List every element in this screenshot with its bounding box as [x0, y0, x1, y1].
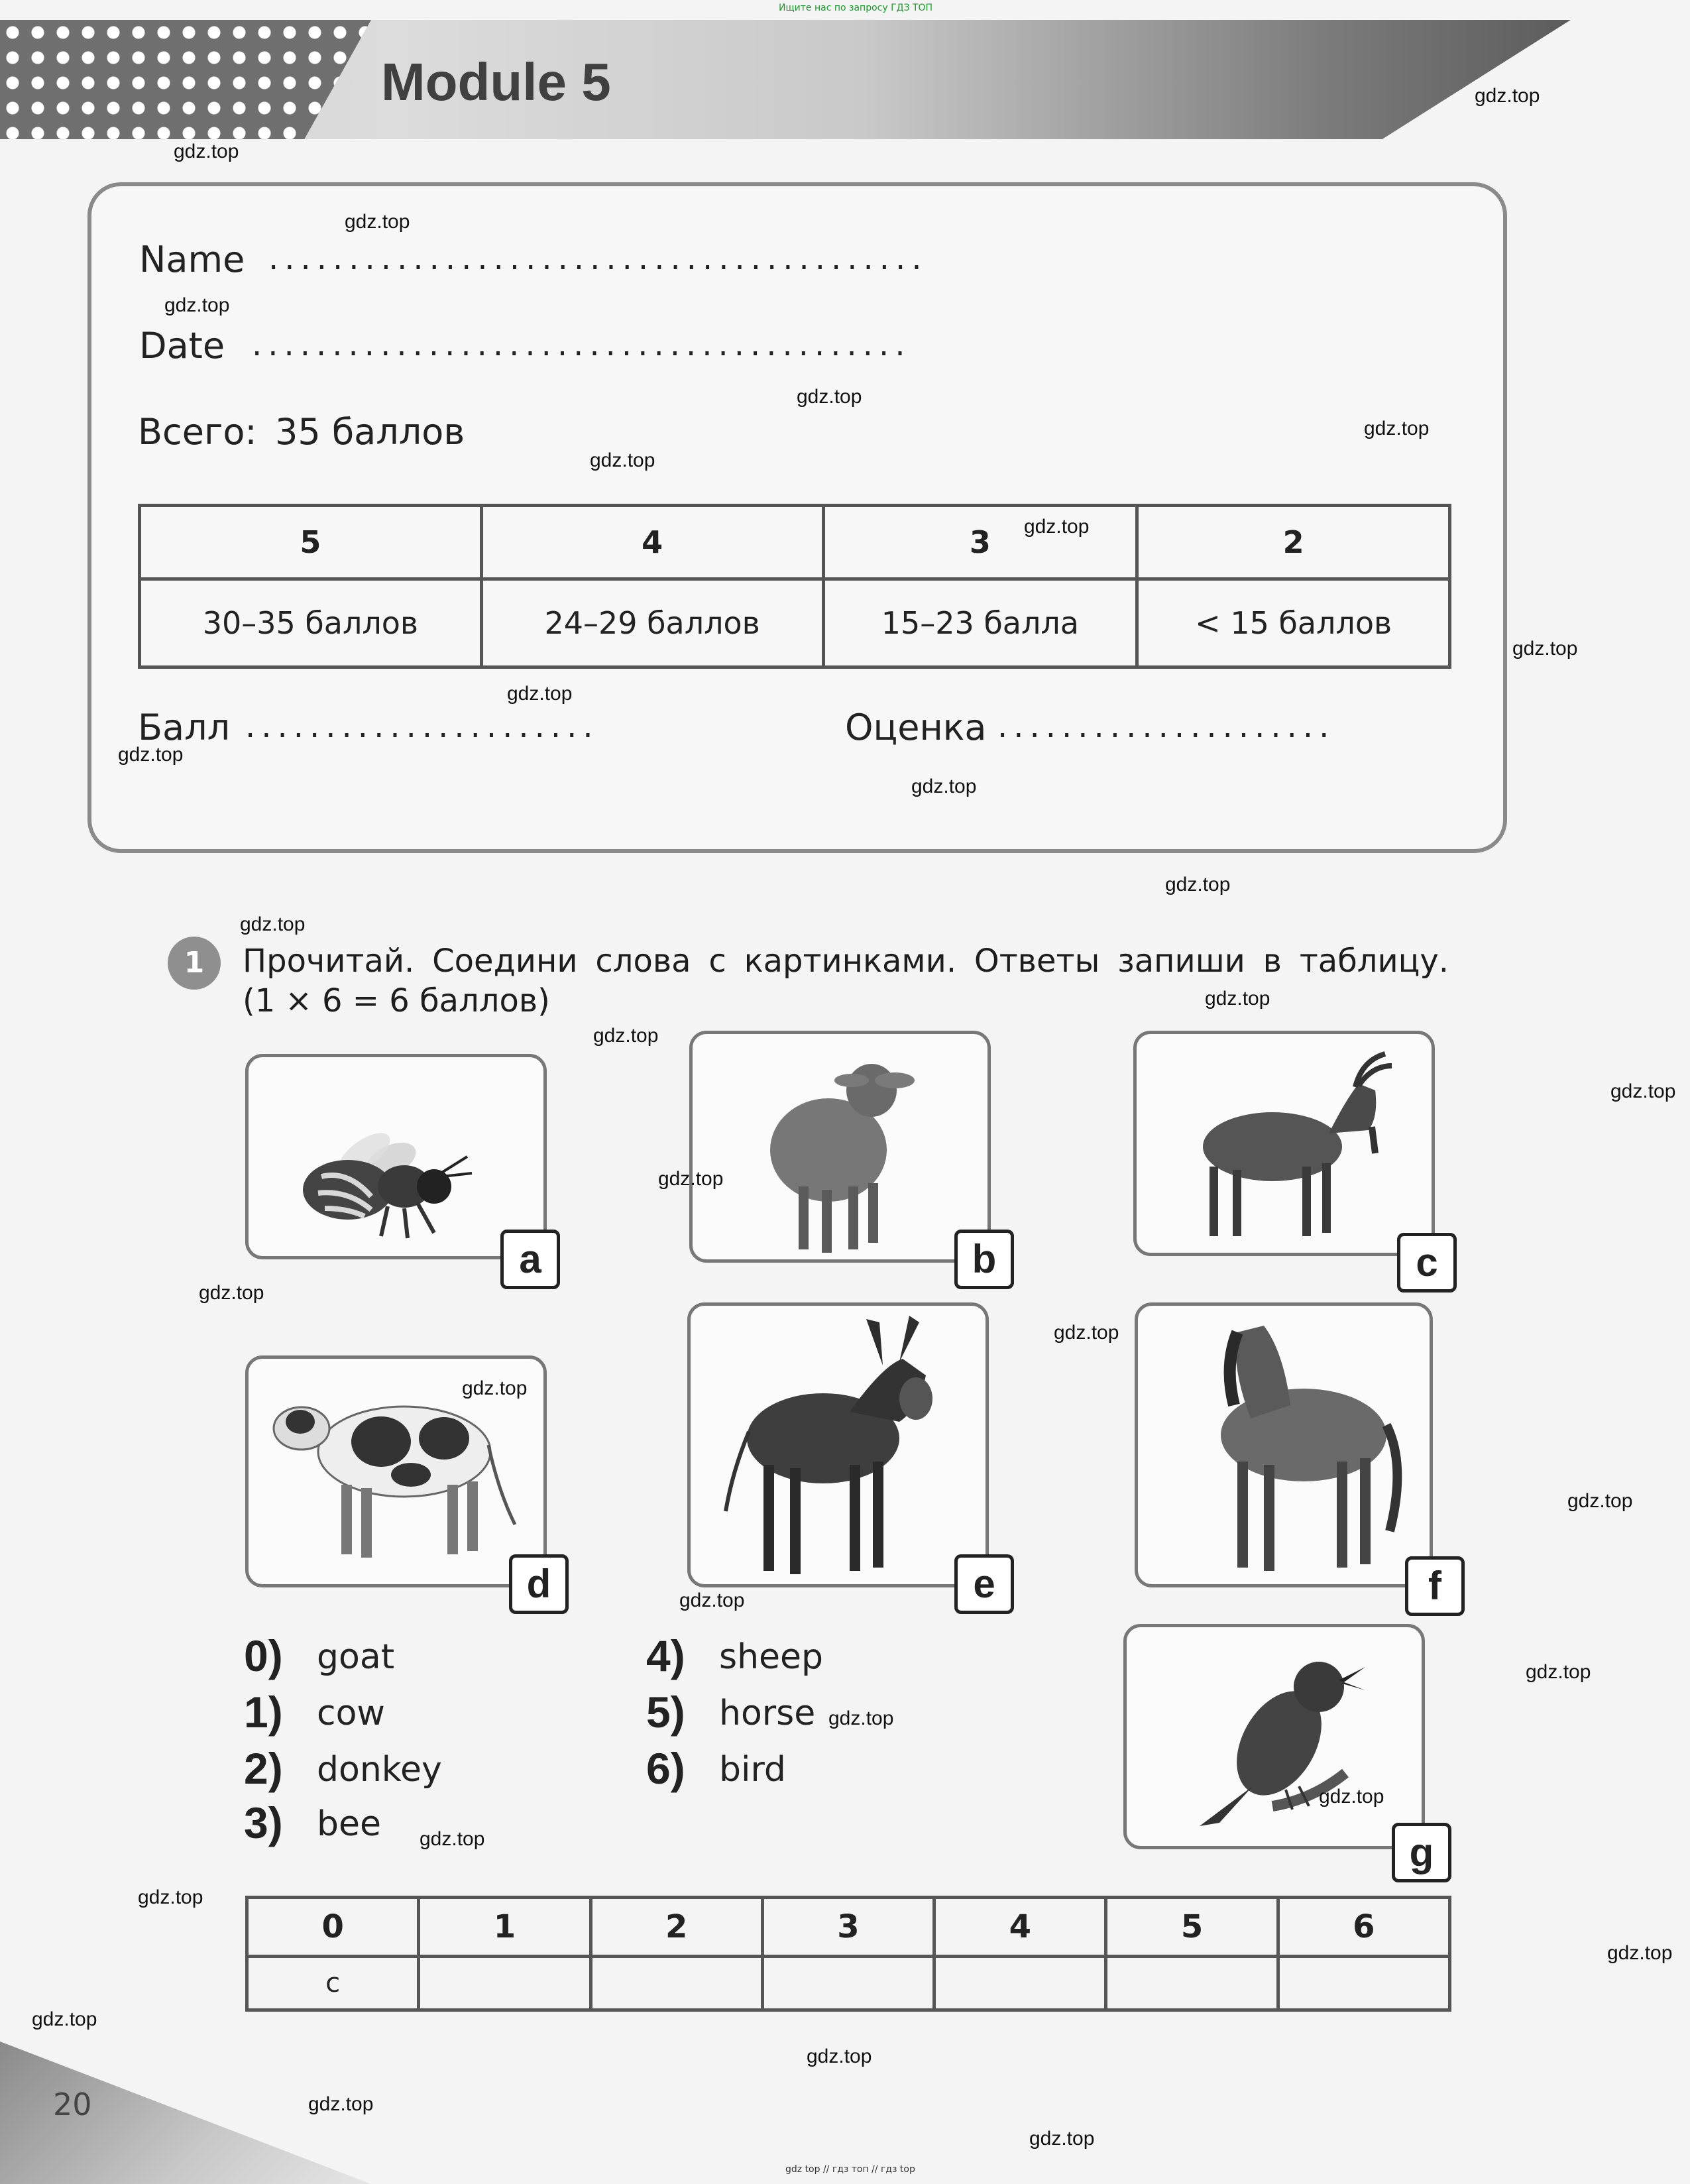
watermark: gdz.top [1512, 638, 1578, 660]
picture-card [1133, 1031, 1435, 1256]
word-number: 2) [244, 1744, 283, 1793]
word-number: 0) [244, 1631, 283, 1680]
points-label: Балл [138, 707, 231, 748]
answer-table [245, 1896, 1451, 2012]
grade-table [138, 504, 1451, 669]
task-number: 1 [168, 937, 221, 990]
bee-illustration [249, 1057, 543, 1256]
watermark: gdz.top [345, 211, 410, 233]
task-instruction: Прочитай. Соедини слова с картинками. Ответы запиши в таблицу. [243, 943, 1449, 980]
word-item: cow [317, 1694, 385, 1733]
answer-cell[interactable] [591, 1957, 762, 2010]
answer-header: 2 [591, 1898, 762, 1957]
watermark: gdz.top [590, 449, 655, 471]
picture-card [1135, 1302, 1433, 1587]
watermark: gdz.top [1607, 1942, 1673, 1964]
watermark: gdz.top [1165, 874, 1231, 895]
watermark: gdz.top [1475, 85, 1540, 107]
picture-letter: g [1392, 1823, 1451, 1882]
grade-mark: 5 [140, 506, 482, 579]
word-item: sheep [719, 1637, 824, 1677]
watermark: gdz.top [32, 2008, 97, 2030]
picture-letter: c [1397, 1233, 1457, 1293]
word-item: bird [719, 1750, 786, 1790]
answer-cell[interactable] [1106, 1957, 1278, 2010]
grade-range: 15–23 балла [823, 579, 1137, 667]
answer-cell[interactable]: c [247, 1957, 419, 2010]
grade-mark: 2 [1137, 506, 1450, 579]
watermark: gdz.top [1567, 1490, 1633, 1512]
word-number: 3) [244, 1798, 283, 1847]
module-title: Module 5 [381, 52, 611, 111]
grade-range: 30–35 баллов [140, 579, 482, 667]
answer-cell[interactable] [1278, 1957, 1449, 2010]
grade-range: < 15 баллов [1137, 579, 1450, 667]
watermark: gdz.top [1054, 1322, 1119, 1344]
watermark: gdz.top [164, 294, 230, 316]
picture-letter: b [954, 1230, 1014, 1289]
watermark: gdz.top [797, 386, 862, 408]
picture-card [687, 1302, 989, 1587]
watermark: gdz.top [828, 1707, 894, 1729]
grade-label: Оценка [845, 707, 987, 748]
answer-header: 6 [1278, 1898, 1449, 1957]
word-item: donkey [317, 1750, 442, 1790]
word-number: 5) [646, 1688, 685, 1737]
watermark: gdz.top [1526, 1661, 1591, 1683]
watermark: gdz.top [199, 1282, 264, 1304]
answer-header: 3 [762, 1898, 934, 1957]
word-item: horse [719, 1694, 816, 1733]
picture-card [1123, 1624, 1425, 1849]
picture-card [245, 1054, 547, 1259]
grade-field[interactable]: ..................... [997, 708, 1335, 745]
watermark: gdz.top [658, 1168, 724, 1190]
watermark: gdz.top [1364, 418, 1430, 439]
answer-cell[interactable] [419, 1957, 591, 2010]
watermark: gdz.top [807, 2045, 872, 2067]
grade-mark: 3 [823, 506, 1137, 579]
donkey-illustration [691, 1306, 986, 1584]
watermark: gdz.top [240, 913, 306, 935]
task-points: (1 × 6 = 6 баллов) [243, 982, 550, 1019]
goat-illustration [1137, 1034, 1432, 1253]
watermark: gdz.top [138, 1886, 203, 1908]
watermark: gdz.top [462, 1377, 528, 1399]
watermark: gdz.top [593, 1025, 659, 1047]
watermark: gdz.top [174, 141, 239, 162]
answer-header: 4 [934, 1898, 1106, 1957]
watermark: gdz.top [1205, 988, 1270, 1009]
top-note: Ищите нас по запросу ГДЗ ТОП [779, 3, 933, 13]
sheep-illustration [693, 1034, 987, 1259]
watermark: gdz.top [679, 1589, 745, 1611]
grade-mark: 4 [481, 506, 823, 579]
bird-illustration [1127, 1627, 1422, 1846]
points-field[interactable]: ...................... [245, 708, 599, 745]
word-number: 6) [646, 1744, 685, 1793]
word-item: goat [317, 1637, 395, 1677]
answer-header: 0 [247, 1898, 419, 1957]
total-label: Всего: [138, 411, 257, 453]
date-field[interactable]: ......................................... [252, 326, 911, 363]
watermark: gdz.top [1610, 1080, 1676, 1102]
name-field[interactable]: ......................................... [268, 240, 928, 277]
word-item: bee [317, 1804, 381, 1844]
grade-range: 24–29 баллов [481, 579, 823, 667]
picture-letter: d [509, 1554, 569, 1614]
watermark: gdz.top [507, 683, 573, 705]
watermark: gdz.top [420, 1828, 485, 1850]
picture-letter: f [1405, 1556, 1465, 1616]
name-label: Name [139, 239, 245, 280]
answer-header: 1 [419, 1898, 591, 1957]
picture-letter: a [500, 1230, 560, 1289]
watermark: gdz.top [1029, 2128, 1095, 2150]
answer-cell[interactable] [934, 1957, 1106, 2010]
picture-letter: e [954, 1554, 1014, 1614]
word-number: 1) [244, 1688, 283, 1737]
word-number: 4) [646, 1631, 685, 1680]
page-number: 20 [53, 2087, 92, 2122]
picture-card [689, 1031, 991, 1263]
horse-illustration [1138, 1306, 1430, 1584]
bottom-note: gdz top // гдз топ // гдз top [785, 2164, 915, 2175]
total-value: 35 баллов [275, 411, 465, 453]
watermark: gdz.top [308, 2093, 374, 2115]
watermark: gdz.top [1319, 1786, 1384, 1808]
watermark: gdz.top [1024, 516, 1090, 538]
answer-cell[interactable] [762, 1957, 934, 2010]
watermark: gdz.top [911, 776, 977, 797]
watermark: gdz.top [118, 744, 184, 766]
date-label: Date [139, 325, 225, 367]
answer-header: 5 [1106, 1898, 1278, 1957]
